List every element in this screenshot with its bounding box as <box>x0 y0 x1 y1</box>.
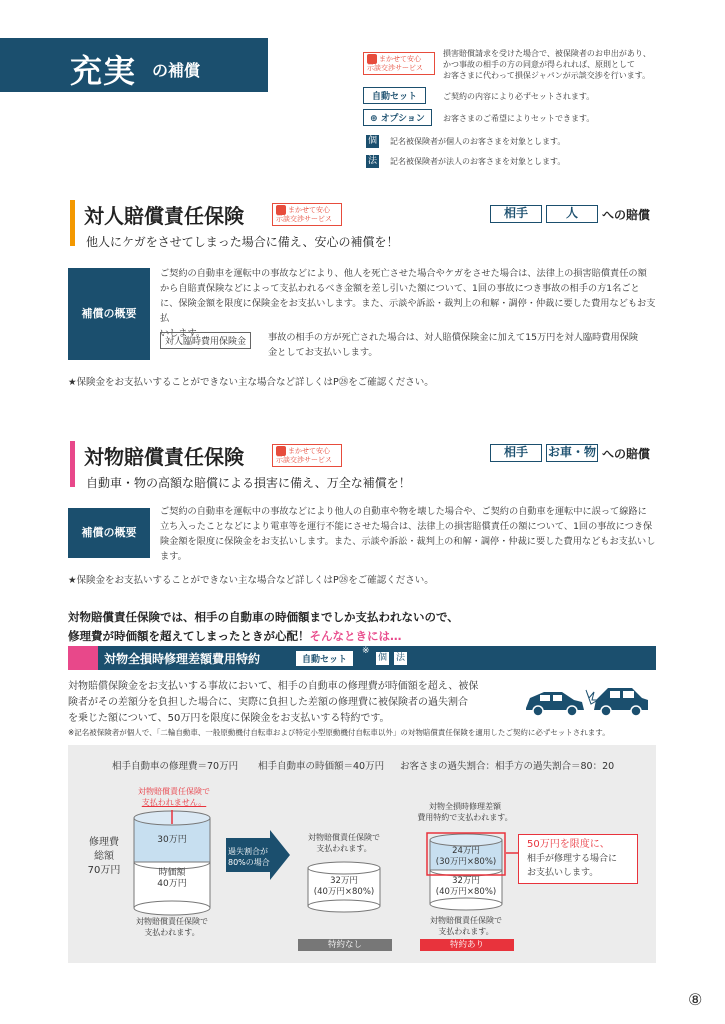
section1-accent-bar <box>70 200 75 246</box>
makase-desc: 損害賠償請求を受けた場合で、被保険者のお申出があり、 かつ事故の相手の方の同意が得られれば、原則として お客さまに代わって損保ジャパンが示談交渉を行います。 <box>443 49 651 80</box>
car-icon <box>526 692 584 716</box>
legend-auto-desc: ご契約の内容により必ずセットされます。 <box>443 92 595 101</box>
hand-icon <box>367 54 377 64</box>
section1-summary-label: 補償の概要 <box>68 268 150 360</box>
section2-subtitle: 自動車・物の高額な賠償による損害に備え、万全な補償を！ <box>86 476 411 490</box>
left-cylinder-top-value: 30万円 <box>157 835 187 845</box>
legend-ko-desc: 記名被保険者が個人のお客さまを対象とします。 <box>390 137 566 146</box>
header-title-small: の補償 <box>152 61 201 80</box>
makase-line2: 示談交渉サービス <box>367 64 423 72</box>
page-number: ⑧ <box>688 990 703 1009</box>
section2-tag-suffix: への賠償 <box>602 447 651 461</box>
section1-tag-hito: 人 <box>546 205 598 223</box>
section1-tag-aite: 相手 <box>490 205 542 223</box>
rider-mark: ※ <box>362 646 370 656</box>
left-cylinder-bottom-value: 時価額 40万円 <box>157 868 187 889</box>
mid-cylinder-caption: 対物賠償責任保険で 支払われます。 <box>308 833 380 853</box>
diagram-left-axis: 修理費 総額 70万円 <box>87 837 121 876</box>
left-cylinder-caption: 対物賠償責任保険で 支払われます。 <box>136 917 208 937</box>
rider-pink-accent <box>68 646 98 670</box>
rider-ko-icon: 個 <box>377 653 387 663</box>
arrow-label: 過失割合が 80%の場合 <box>228 847 270 867</box>
left-cylinder <box>130 810 214 916</box>
section1-pill: 対人臨時費用保険金 <box>160 332 251 349</box>
legend-ko-icon: 個 <box>367 136 377 146</box>
right-cylinder-caption-top: 対物全損時修理差額 費用特約で支払われます。 <box>417 802 513 822</box>
right-cylinder-bottom-value: 32万円 (40万円×80%) <box>435 876 497 897</box>
section2-summary-label: 補償の概要 <box>68 508 150 558</box>
hand-icon <box>276 205 286 215</box>
rider-lead: 対物賠償責任保険では、相手の自動車の時価額までしか支払われないので、 修理費が時価額を超えてしまったときが心配！そんなときには… <box>68 610 459 643</box>
right-cylinder-caption-bottom: 対物賠償責任保険で 支払われます。 <box>430 916 502 936</box>
hand-icon <box>276 446 286 456</box>
section1-tag-suffix: への賠償 <box>602 208 651 222</box>
plus-circle-icon: ⊕ <box>370 114 378 124</box>
section1-note: ★保険金をお支払いすることができない主な場合など詳しくはP㉘をご確認ください。 <box>68 377 434 388</box>
rider-auto-set: 自動セット <box>296 651 353 666</box>
legend-option-desc: お客さまのご希望によりセットできます。 <box>443 114 595 123</box>
makase-line1: まかせて安心 <box>379 55 421 63</box>
section2-makase-badge: まかせて安心 示談交渉サービス <box>272 444 342 467</box>
section2-title: 対物賠償責任保険 <box>84 445 244 469</box>
rider-title: 対物全損時修理差額費用特約 <box>104 652 261 666</box>
section2-tag-aite: 相手 <box>490 444 542 462</box>
right-cylinder-top-value: 24万円 (30万円×80%) <box>435 846 497 867</box>
section2-note: ★保険金をお支払いすることができない主な場合など詳しくはP㉘をご確認ください。 <box>68 575 434 586</box>
right-label-with-rider: 特約あり <box>420 939 514 951</box>
car-icon <box>594 688 648 716</box>
section2-tag-car: お車・物 <box>546 444 598 462</box>
section1-pill-desc: 事故の相手の方が死亡された場合は、対人賠償保険金に加えて15万円を対人臨時費用保険 金としてお支払いします。 <box>268 332 639 358</box>
section2-summary-text: ご契約の自動車を運転中の事故などにより他人の自動車や物を壊した場合や、ご契約の自動車を運転中に誤って線路に 立ち入ったことなどにより電車等を運行不能にさせた場合は、法律上の損害賠償責任の額について、1回の事故につき保 険金額を限度に保険金をお支払いします。また、示談や訴訟・裁判上の和解・調停・仲裁に要した費用などもお支払いし ます。 <box>160 506 656 562</box>
right-cylinder <box>426 830 508 914</box>
diagram-cond3: お客さまの過失割合：相手方の過失割合＝80：20 <box>400 761 615 772</box>
section1-makase-badge: まかせて安心 示談交渉サービス <box>272 203 342 226</box>
rider-ho-icon: 法 <box>395 653 405 663</box>
mid-cylinder-value: 32万円 (40万円×80%) <box>313 876 375 897</box>
legend-auto-set: 自動セット <box>363 87 426 104</box>
section1-subtitle: 他人にケガをさせてしまった場合に備え、安心の補償を！ <box>86 235 399 249</box>
car-crash-illustration <box>522 676 652 722</box>
rider-desc: 対物賠償保険金をお支払いする事故において、相手の自動車の修理費が時価額を超え、被保 険者がその差額分を負担した場合に、実際に負担した差額の修理費に被保険者の過失割合 を乗じた額について、50万円を限度に保険金をお支払いする特約です。 <box>68 681 479 724</box>
callout-box: 50万円を限度に、 相手が修理する場合に お支払いします。 <box>518 834 638 884</box>
header-banner <box>0 38 268 92</box>
mid-label-no-rider: 特約なし <box>298 939 392 951</box>
section2-accent-bar <box>70 441 75 487</box>
legend-option: ⊕ オプション <box>363 109 432 126</box>
diagram-cond2: 相手自動車の時価額＝40万円 <box>258 761 385 772</box>
legend-ho-desc: 記名被保険者が法人のお客さまを対象とします。 <box>390 157 566 166</box>
legend-ho-icon: 法 <box>367 156 377 166</box>
section1-title: 対人賠償責任保険 <box>84 204 244 228</box>
header-title-big: 充実 <box>70 52 137 90</box>
rider-footnote: ※記名被保険者が個人で、「二輪自動車、一般原動機付自転車および特定小型原動機付自転車以外」の対物賠償責任保険を適用したご契約に必ずセットされます。 <box>68 728 610 737</box>
makase-badge <box>363 52 435 75</box>
section1-summary-text: ご契約の自動車を運転中の事故などにより、他人を死亡させた場合やケガをさせた場合は、法律上の損害賠償責任の額 から自賠責保険などによって支払われるべき金額を差し引いた額について、1回の事故につき事故の相手の方1名ごと に、保険金額を限度に保険金をお支払いします。また、示談や訴訟・裁判上の和解・調停・仲裁に要した費用などもお支払 いします。 <box>160 268 656 339</box>
diagram-not-paid: 対物賠償責任保険で 支払われません。 <box>138 787 210 807</box>
diagram-cond1: 相手自動車の修理費＝70万円 <box>112 761 239 772</box>
